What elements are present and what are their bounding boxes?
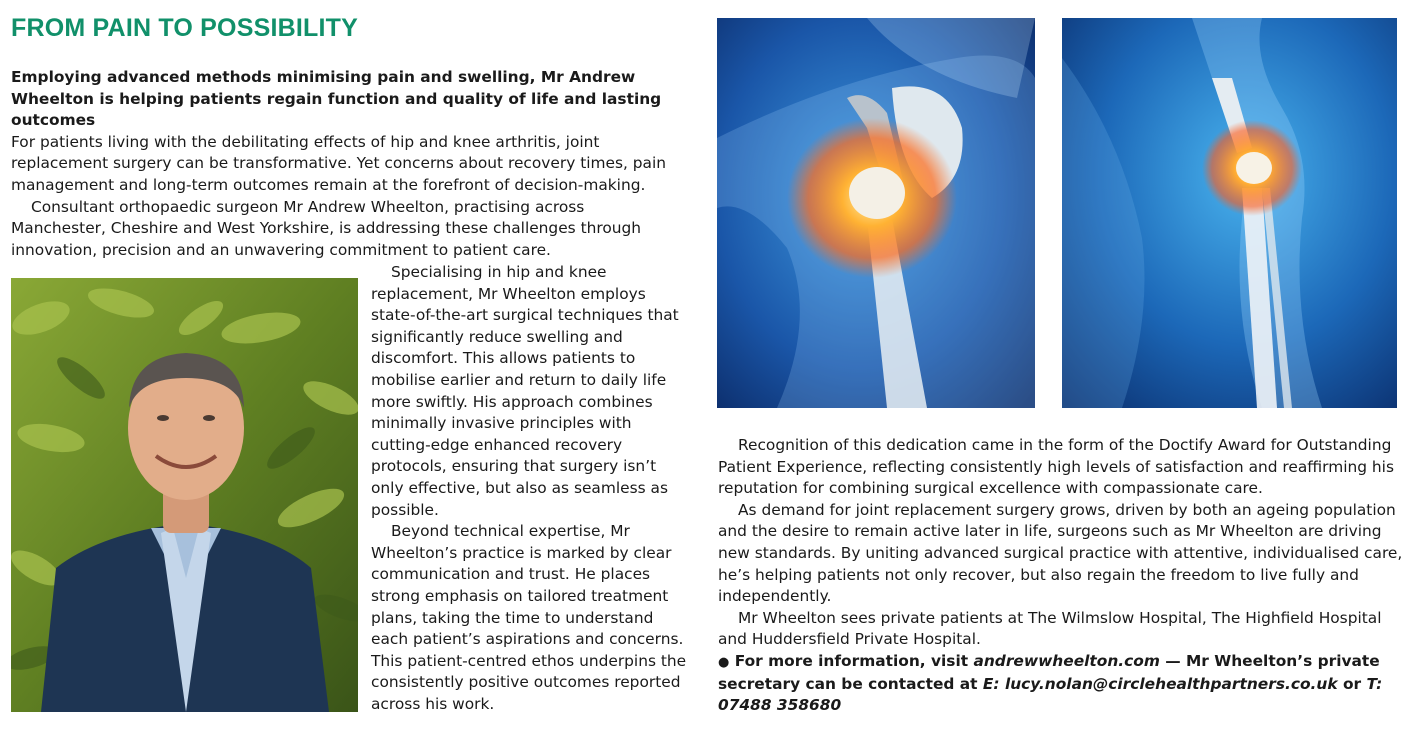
column-middle [371,262,691,715]
email-link[interactable]: lucy.nolan@circlehealthpartners.co.uk [1004,674,1338,693]
contact-or: or [1342,674,1362,693]
column-right [718,435,1403,717]
knee-joint-illustration [1062,18,1397,408]
email-label: E: [982,674,1000,693]
paragraph-7: Mr Wheelton sees private patients at The Wilmslow Hospital, The Highfield Hospital and Huddersfield Private Hospital. [718,608,1382,649]
phone-label: T: [1366,674,1383,693]
headline: FROM PAIN TO POSSIBILITY [11,14,358,42]
phone-number[interactable]: 07488 358680 [718,696,842,715]
website-link[interactable]: andrewwheelton.com [973,651,1160,670]
paragraph-2: Consultant orthopaedic surgeon Mr Andrew Wheelton, practising across Manchester, Cheshire and West Yorkshire, is addressing these challenges through innovation, precision and an unwavering commitment to patient care. [11,197,642,259]
contact-info [718,651,1403,717]
standfirst: Employing advanced methods minimising pain and swelling, Mr Andrew Wheelton is helping patients regain function and quality of life and lasting outcomes [11,68,662,130]
portrait-photo [11,278,358,712]
paragraph-1: For patients living with the debilitating effects of hip and knee arthritis, joint replacement surgery can be transformative. Yet concerns about recovery times, pain management and long-term outcomes remain at the forefront of decision-making. [11,132,667,194]
intro-block [11,67,683,261]
hip-joint-illustration [717,18,1035,408]
bullet-icon: ● [718,654,730,670]
paragraph-3: Specialising in hip and knee replacement, Mr Wheelton employs state-of-the-art surgical techniques that significantly reduce swelling and discomfort. This allows patients to mobilise earlier and return to daily life more swiftly. His approach combines minimally invasive principles with cutting-edge enhanced recovery protocols, ensuring that surgery isn’t only effective, but also as seamless as possible. [371,263,679,519]
contact-middle: — Mr Wheelton’s private secretary can be contacted at [718,651,1380,693]
paragraph-6: As demand for joint replacement surgery grows, driven by both an ageing population and the desire to remain active later in life, surgeons such as Mr Wheelton are driving new standards. By uniting advanced surgical practice with attentive, individualised care, he’s helping patients not only recover, but also regain the freedom to live fully and independently. [718,500,1403,606]
contact-lead: For more information, visit [734,651,969,670]
paragraph-4: Beyond technical expertise, Mr Wheelton’s practice is marked by clear communication and trust. He places strong emphasis on tailored treatment plans, taking the time to understand each patient’s aspirations and concerns. This patient-centred ethos underpins the consistently positive outcomes reported across his work. [371,522,687,713]
paragraph-5: Recognition of this dedication came in the form of the Doctify Award for Outstanding Patient Experience, reflecting consistently high levels of satisfaction and reaffirming his reputation for combining surgical excellence with compassionate care. [718,436,1394,498]
